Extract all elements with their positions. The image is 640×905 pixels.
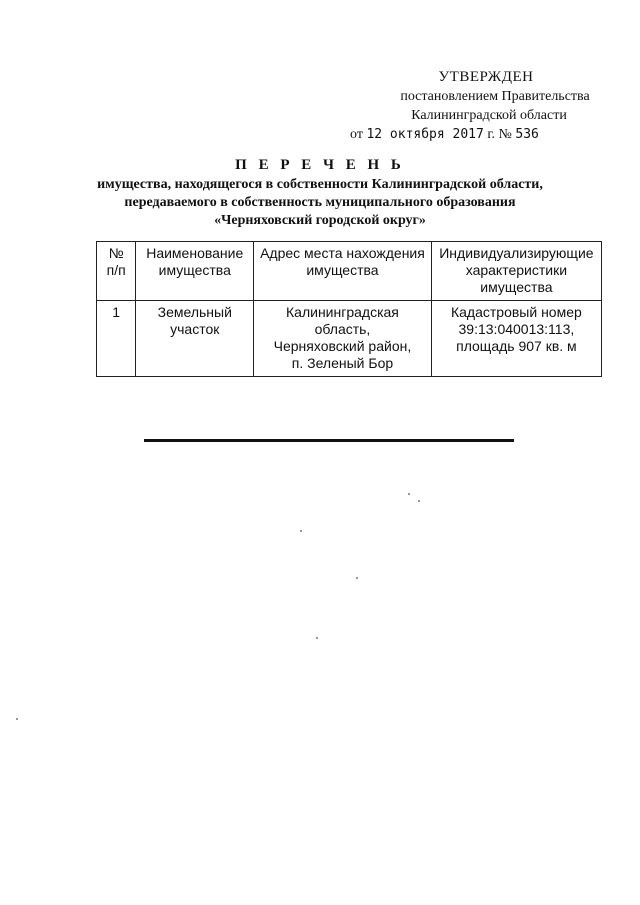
approval-line-region: Калининградской области — [411, 108, 567, 123]
cell-address-line-3: п. Зеленый Бор — [291, 355, 394, 371]
scan-speck — [418, 500, 420, 502]
approval-number: 536 — [515, 127, 539, 142]
approval-heading: УТВЕРЖДЕН — [438, 69, 534, 85]
cell-address-line-2: Черняховский район, — [273, 338, 412, 354]
title-main: П Е Р Е Ч Е Н Ь — [235, 157, 405, 173]
separator-line — [144, 439, 514, 442]
title-line-3: «Черняховский городской округ» — [214, 213, 426, 228]
cell-address — [254, 301, 432, 377]
cell-characteristics-line-2: 39:13:040013:113, — [458, 321, 575, 337]
approval-date: 12 октября 2017 — [366, 127, 484, 142]
scan-speck — [300, 530, 302, 532]
header-number-line-1: № — [108, 245, 124, 261]
approval-date-prefix: от — [350, 127, 363, 142]
table-header-row — [97, 242, 602, 301]
approval-date-line — [350, 125, 610, 144]
title-line-2: передаваемого в собственность муниципального образования — [124, 195, 516, 210]
header-characteristics-line-2: характеристики — [465, 262, 568, 278]
cell-name-line-2: участок — [170, 321, 220, 337]
header-address-line-2: имущества — [306, 262, 379, 278]
cell-characteristics — [431, 301, 601, 377]
header-name-line-1: Наименование — [146, 245, 244, 261]
scan-speck — [408, 493, 410, 495]
header-name-line-2: имущества — [158, 262, 231, 278]
header-address-line-1: Адрес места нахождения — [260, 245, 425, 261]
approval-date-suffix: г. № — [487, 127, 512, 142]
scan-speck — [16, 718, 18, 720]
title-line-1: имущества, находящегося в собственности Калининградской области, — [97, 177, 543, 192]
header-address — [254, 242, 432, 301]
header-number-line-2: п/п — [106, 262, 126, 278]
header-characteristics-line-1: Индивидуализирующие — [439, 245, 594, 261]
header-characteristics-line-3: имущества — [480, 279, 553, 295]
property-table — [96, 241, 602, 377]
cell-address-line-1: Калининградская область, — [286, 304, 399, 337]
approval-stamp — [350, 68, 610, 144]
cell-name-line-1: Земельный — [157, 304, 232, 320]
header-name — [136, 242, 254, 301]
scan-speck — [356, 577, 358, 579]
cell-characteristics-line-3: площадь 907 кв. м — [456, 338, 577, 354]
approval-line-decree: постановлением Правительства — [400, 89, 590, 104]
table-row — [97, 301, 602, 377]
header-characteristics — [431, 242, 601, 301]
header-number — [97, 242, 136, 301]
cell-characteristics-line-1: Кадастровый номер — [450, 304, 582, 320]
cell-name — [136, 301, 254, 377]
scan-speck — [316, 637, 318, 639]
document-title — [60, 156, 580, 230]
cell-number: 1 — [97, 301, 136, 377]
